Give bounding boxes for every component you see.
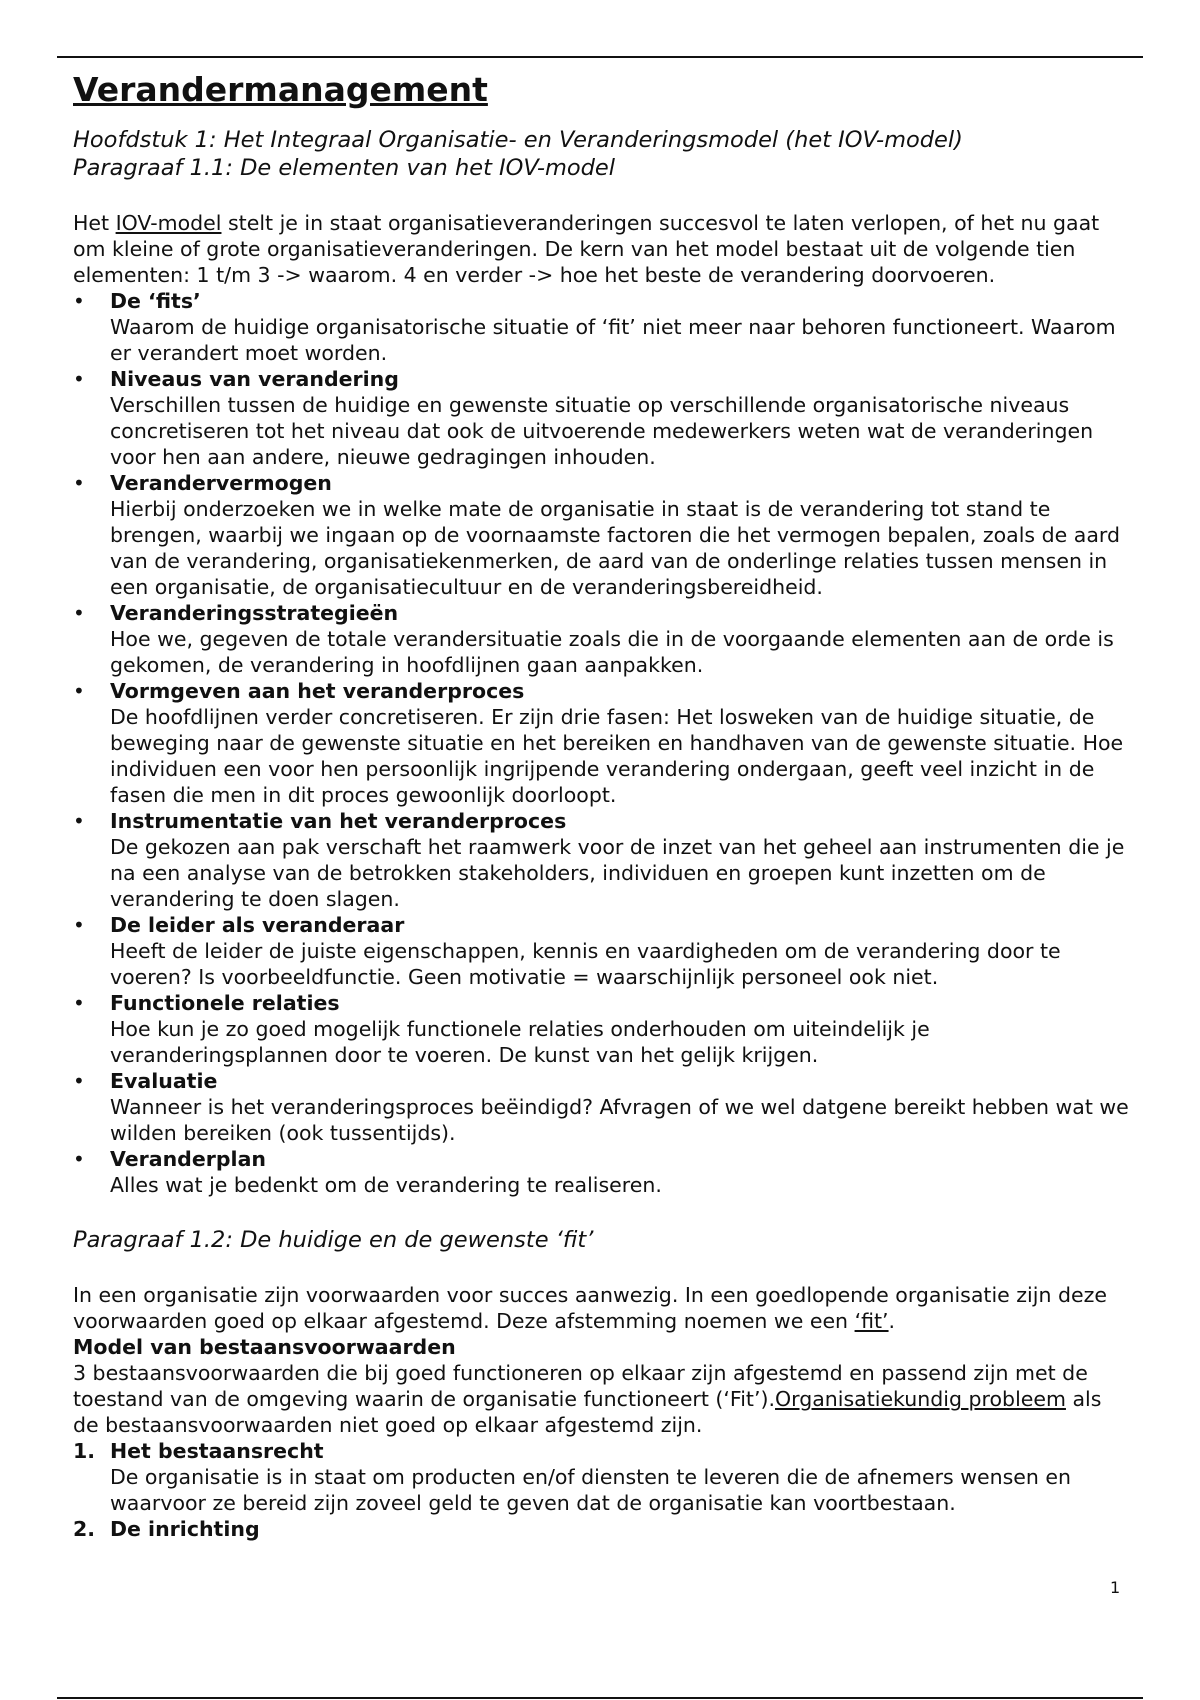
organisatiekundig-probleem-term: Organisatiekundig probleem (775, 1387, 1066, 1411)
intro-paragraph (73, 210, 1133, 288)
list-item (73, 990, 1133, 1068)
element-description: Waarom de huidige organisatorische situatie of ‘fit’ niet meer naar behoren functioneert. Waarom er verandert moet worden. (110, 315, 1116, 365)
header-rule (57, 56, 1143, 58)
footer-rule (57, 1697, 1143, 1699)
condition-number: 2. (73, 1517, 96, 1541)
model-paragraph (73, 1360, 1133, 1438)
list-item (73, 808, 1133, 912)
list-item (73, 288, 1133, 366)
iov-model-term: IOV-model (115, 211, 222, 235)
fit-term: ‘fit’ (854, 1309, 889, 1333)
element-description: Alles wat je bedenkt om de verandering te realiseren. (110, 1173, 662, 1197)
fit-text-start: In een organisatie zijn voorwaarden voor succes aanwezig. In een goedlopende organisatie zijn deze voorwaarden goed op elkaar afgestemd. Deze afstemming noemen we een (73, 1283, 1107, 1333)
element-title: • Verandervermogen (110, 471, 332, 495)
intro-text-start: Het (73, 211, 116, 235)
model-text-start: 3 bestaansvoorwaarden die bij goed functioneren op elkaar zijn afgestemd en passend zijn met de toestand van de omgeving waarin de organisatie functioneert (‘Fit’). (73, 1361, 1088, 1411)
list-item (73, 1068, 1133, 1146)
element-description: Hierbij onderzoeken we in welke mate de organisatie in staat is de verandering tot stand te brengen, waarbij we ingaan op de voornaamste factoren die het vermogen bepalen, zoals de aard van de verandering, organisatiekenmerken, de aard van de onderlinge relaties tussen mensen in een organisatie, de organisatiecultuur en de veranderingsbereidheid. (110, 497, 1120, 599)
element-description: De gekozen aan pak verschaft het raamwerk voor de inzet van het geheel aan instrumenten die je na een analyse van de betrokken stakeholders, individuen en groepen kunt inzetten om de verandering te doen slagen. (110, 835, 1125, 911)
list-item (73, 912, 1133, 990)
elements-list (73, 288, 1133, 1198)
element-title: • Functionele relaties (110, 991, 340, 1015)
element-title: • Evaluatie (110, 1069, 218, 1093)
chapter-heading: Hoofdstuk 1: Het Integraal Organisatie- en Veranderingsmodel (het IOV-model) (73, 127, 963, 153)
intro-text-end: stelt je in staat organisatieveranderingen succesvol te laten verlopen, of het nu gaat om kleine of grote organisatieveranderingen. De kern van het model bestaat uit de volgende tien elementen: 1 t/m 3 -> waarom. 4 en verder -> hoe het beste de verandering doorvoeren. (73, 211, 1100, 287)
fit-text-end: . (888, 1309, 896, 1333)
document-body (73, 70, 1133, 1542)
conditions-list (73, 1438, 1133, 1542)
list-item (73, 366, 1133, 470)
condition-description: De organisatie is in staat om producten en/of diensten te leveren die de afnemers wensen en waarvoor ze bereid zijn zoveel geld te geven dat de organisatie kan voortbestaan. (110, 1465, 1071, 1515)
element-title: • Instrumentatie van het veranderproces (110, 809, 567, 833)
element-description: Hoe we, gegeven de totale verandersituatie zoals die in de voorgaande elementen aan de orde is gekomen, de verandering in hoofdlijnen gaan aanpakken. (110, 627, 1114, 677)
condition-title: De inrichting (110, 1517, 260, 1541)
element-title: • Vormgeven aan het veranderproces (110, 679, 525, 703)
element-description: Wanneer is het veranderingsproces beëindigd? Afvragen of we wel datgene bereikt hebben wat we wilden bereiken (ook tussentijds). (110, 1095, 1129, 1145)
element-description: Verschillen tussen de huidige en gewenste situatie op verschillende organisatorische niveaus concretiseren tot het niveau dat ook de uitvoerende medewerkers weten wat de veranderingen voor hen aan andere, nieuwe gedragingen inhouden. (110, 393, 1094, 469)
element-title: • Veranderingsstrategieën (110, 601, 399, 625)
element-title: • De leider als veranderaar (110, 913, 405, 937)
list-item (73, 1516, 1133, 1542)
element-title: • Veranderplan (110, 1147, 267, 1171)
list-item (73, 470, 1133, 600)
condition-title: Het bestaansrecht (110, 1439, 324, 1463)
element-description: De hoofdlijnen verder concretiseren. Er zijn drie fasen: Het losweken van de huidige situatie, de beweging naar de gewenste situatie en het bereiken en handhaven van de gewenste situatie. Hoe individuen een voor hen persoonlijk ingrijpende verandering ondergaan, geeft veel inzicht in de fasen die men in dit proces gewoonlijk doorloopt. (110, 705, 1124, 807)
element-title: • De ‘fits’ (110, 289, 201, 313)
condition-number: 1. (73, 1439, 96, 1463)
element-title: • Niveaus van verandering (110, 367, 399, 391)
model-heading: Model van bestaansvoorwaarden (73, 1335, 456, 1359)
list-item (73, 600, 1133, 678)
section-heading-1-1: Paragraaf 1.1: De elementen van het IOV-model (73, 155, 615, 181)
fit-paragraph (73, 1282, 1133, 1334)
list-item (73, 678, 1133, 808)
model-text-end: als de bestaansvoorwaarden niet goed op elkaar afgestemd zijn. (73, 1387, 1102, 1437)
list-item (73, 1146, 1133, 1198)
page-number: 1 (1110, 1578, 1121, 1597)
section-heading-1-2: Paragraaf 1.2: De huidige en de gewenste ‘fit’ (73, 1227, 594, 1253)
document-title: Verandermanagement (73, 70, 488, 109)
list-item (73, 1438, 1133, 1516)
element-description: Heeft de leider de juiste eigenschappen, kennis en vaardigheden om de verandering door te voeren? Is voorbeeldfunctie. Geen motivatie = waarschijnlijk personeel ook niet. (110, 939, 1061, 989)
element-description: Hoe kun je zo goed mogelijk functionele relaties onderhouden om uiteindelijk je veranderingsplannen door te voeren. De kunst van het gelijk krijgen. (110, 1017, 930, 1067)
